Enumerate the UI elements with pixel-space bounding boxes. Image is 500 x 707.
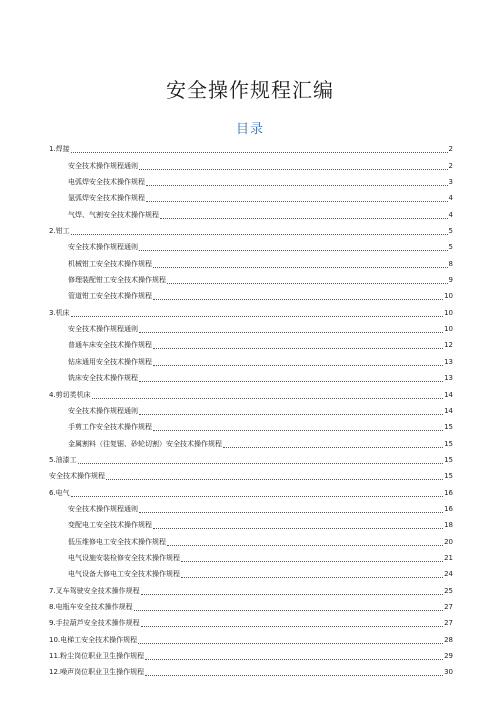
toc-leader-dots (139, 414, 443, 415)
toc-entry[interactable] (49, 352, 453, 368)
toc-entry[interactable] (49, 418, 453, 434)
toc-leader-dots (71, 234, 448, 235)
toc-entry-page-number: 10 (444, 308, 453, 317)
toc-entry-label: 9.手拉葫芦安全技术操作规程 (49, 619, 140, 628)
toc-entry[interactable] (49, 434, 453, 450)
toc-leader-dots (141, 594, 443, 595)
toc-entry-label: 手剪工作安全技术操作规程 (68, 423, 152, 432)
toc-entry-page-number: 13 (444, 374, 453, 383)
toc-entry-page-number: 4 (448, 194, 453, 203)
toc-entry-page-number: 2 (448, 161, 453, 170)
toc-entry-label: 12.噪声岗位职业卫生操作规程 (49, 668, 145, 677)
toc-entry-label: 修理装配钳工安全技术操作规程 (68, 276, 166, 285)
toc-leader-dots (153, 430, 443, 431)
document-title: 安全操作规程汇编 (166, 78, 334, 102)
toc-entry-page-number: 10 (444, 292, 453, 301)
toc-entry-label: 机械钳工安全技术操作规程 (68, 259, 152, 268)
toc-entry-page-number: 18 (444, 521, 453, 530)
toc-entry[interactable] (49, 467, 453, 483)
toc-entry-page-number: 16 (444, 488, 453, 497)
toc-entry-label: 11.粉尘岗位职业卫生操作规程 (49, 652, 145, 660)
toc-entry[interactable] (49, 565, 453, 581)
toc-leader-dots (153, 365, 443, 366)
toc-entry-label: 氩弧焊安全技术操作规程 (68, 194, 145, 203)
toc-leader-dots (134, 610, 443, 611)
toc-entry[interactable] (49, 222, 453, 238)
toc-leader-dots (141, 626, 443, 627)
toc-entry-page-number: 13 (444, 357, 453, 366)
toc-entry-page-number: 21 (444, 553, 453, 562)
toc-entry-label: 低压维修电工安全技术操作规程 (68, 537, 166, 546)
toc-leader-dots (71, 152, 448, 153)
toc-entry-label: 2.钳工 (49, 227, 70, 236)
toc-entry-page-number: 5 (448, 227, 453, 236)
toc-entry[interactable] (49, 336, 453, 352)
toc-entry[interactable] (49, 598, 453, 614)
toc-entry-page-number: 29 (444, 652, 453, 660)
toc-leader-dots (139, 250, 448, 251)
toc-entry-label: 3.机床 (49, 308, 70, 317)
toc-leader-dots (145, 675, 443, 676)
toc-leader-dots (138, 643, 443, 644)
toc-entry[interactable] (49, 549, 453, 565)
toc-leader-dots (146, 185, 448, 186)
toc-entry-label: 变配电工安全技术操作规程 (68, 521, 152, 530)
toc-entry[interactable] (49, 156, 453, 172)
toc-entry[interactable] (49, 369, 453, 385)
toc-entry[interactable] (49, 320, 453, 336)
toc-leader-dots (153, 299, 443, 300)
toc-entry[interactable] (49, 663, 453, 679)
toc-entry[interactable] (49, 173, 453, 189)
toc-leader-dots (181, 561, 443, 562)
toc-leader-dots (153, 528, 443, 529)
toc-entry-label: 钻床通用安全技术操作规程 (68, 357, 152, 366)
toc-leader-dots (160, 218, 448, 219)
toc-entry[interactable] (49, 581, 453, 597)
toc-entry[interactable] (49, 205, 453, 221)
toc-entry-label: 安全技术操作规程通则 (68, 243, 138, 252)
toc-leader-dots (167, 283, 448, 284)
toc-leader-dots (146, 201, 448, 202)
toc-entry[interactable] (49, 271, 453, 287)
toc-entry[interactable] (49, 303, 453, 319)
toc-entry[interactable] (49, 630, 453, 646)
toc-entry-label: 4.剪切类机床 (49, 390, 91, 399)
toc-entry-page-number: 14 (444, 390, 453, 399)
toc-entry-label: 安全技术操作规程通则 (68, 504, 138, 513)
toc-leader-dots (139, 512, 443, 513)
toc-leader-dots (153, 267, 448, 268)
toc-leader-dots (71, 496, 443, 497)
toc-leader-dots (78, 463, 443, 464)
toc-entry-label: 电弧焊安全技术操作规程 (68, 178, 145, 187)
toc-entry[interactable] (49, 402, 453, 418)
toc-entry-label: 安全技术操作规程通则 (68, 161, 138, 170)
toc-leader-dots (145, 659, 443, 660)
toc-leader-dots (92, 398, 443, 399)
toc-entry-label: 电气设备大修电工安全技术操作规程 (68, 570, 180, 579)
toc-entry-page-number: 14 (444, 406, 453, 415)
toc-entry-page-number: 16 (444, 504, 453, 513)
toc-entry-label: 安全技术操作规程通则 (68, 325, 138, 334)
toc-entry[interactable] (49, 140, 453, 156)
toc-entry[interactable] (49, 254, 453, 270)
toc-entry[interactable] (49, 483, 453, 499)
toc-entry-page-number: 25 (444, 586, 453, 595)
toc-leader-dots (139, 169, 448, 170)
toc-entry-label: 5.油漆工 (49, 455, 77, 464)
toc-entry-page-number: 3 (448, 178, 453, 187)
toc-entry-page-number: 4 (448, 210, 453, 219)
toc-leader-dots (139, 332, 443, 333)
toc-entry-label: 安全技术操作规程通则 (68, 406, 138, 415)
toc-leader-dots (181, 577, 443, 578)
toc-entry[interactable] (49, 614, 453, 630)
toc-entry-page-number: 10 (444, 325, 453, 334)
table-of-contents (49, 140, 453, 679)
toc-entry-page-number: 27 (444, 602, 453, 611)
toc-entry-page-number: 8 (448, 259, 453, 268)
toc-heading: 目录 (235, 122, 264, 137)
toc-entry-label: 8.电瓶车安全技术操作规程 (49, 602, 133, 611)
toc-entry-label: 安全技术操作规程 (49, 472, 105, 481)
toc-entry[interactable] (49, 451, 453, 467)
toc-entry-label: 管道钳工安全技术操作规程 (68, 292, 152, 301)
toc-entry[interactable] (49, 516, 453, 532)
toc-entry-page-number: 9 (448, 276, 453, 285)
toc-entry-page-number: 24 (444, 570, 453, 579)
toc-entry-label: 10.电梯工安全技术操作规程 (49, 635, 138, 644)
toc-entry-page-number: 15 (444, 455, 453, 464)
toc-entry-label: 7.叉车驾驶安全技术操作规程 (49, 586, 140, 595)
toc-leader-dots (139, 381, 443, 382)
toc-entry[interactable] (49, 647, 453, 663)
toc-entry[interactable] (49, 287, 453, 303)
toc-entry-page-number: 12 (444, 341, 453, 350)
toc-entry-label: 1.焊接 (49, 145, 70, 154)
toc-entry-label: 气焊、气割安全技术操作规程 (68, 210, 159, 219)
toc-leader-dots (223, 447, 443, 448)
toc-entry-label: 6.电气 (49, 488, 70, 497)
toc-entry-page-number: 5 (448, 243, 453, 252)
toc-leader-dots (71, 316, 443, 317)
toc-entry-page-number: 30 (444, 668, 453, 677)
toc-entry-label: 电气设施安装检修安全技术操作规程 (68, 553, 180, 562)
toc-entry-page-number: 20 (444, 537, 453, 546)
toc-entry[interactable] (49, 385, 453, 401)
toc-entry-page-number: 15 (444, 472, 453, 481)
toc-entry-page-number: 15 (444, 423, 453, 432)
toc-leader-dots (167, 545, 443, 546)
toc-entry[interactable] (49, 500, 453, 516)
toc-entry[interactable] (49, 532, 453, 548)
toc-entry-page-number: 27 (444, 619, 453, 628)
toc-leader-dots (106, 479, 443, 480)
toc-entry-label: 普通车床安全技术操作规程 (68, 341, 152, 350)
toc-leader-dots (153, 348, 443, 349)
toc-entry-page-number: 15 (444, 439, 453, 448)
toc-entry[interactable] (49, 238, 453, 254)
toc-entry[interactable] (49, 189, 453, 205)
toc-entry-page-number: 2 (448, 145, 453, 154)
toc-entry-page-number: 28 (444, 635, 453, 644)
toc-entry-label: 铣床安全技术操作规程 (68, 374, 138, 383)
toc-entry-label: 金属割料（往复锯、砂轮切割）安全技术操作规程 (68, 439, 222, 448)
